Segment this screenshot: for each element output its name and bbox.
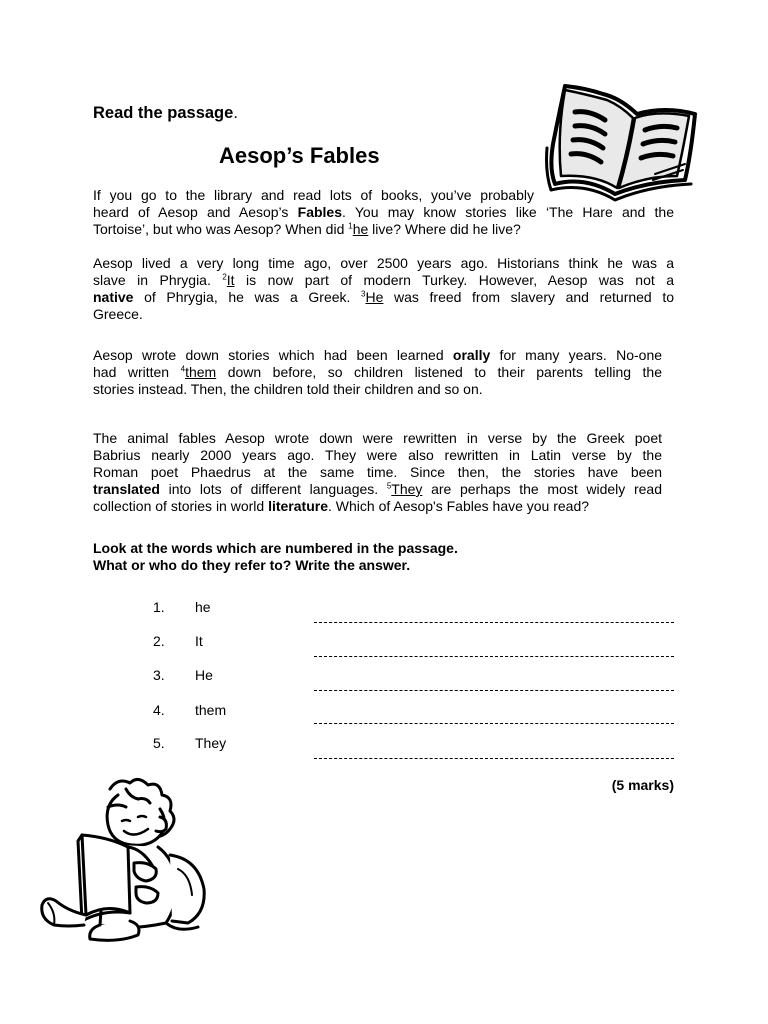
para4-line2: Babrius nearly 2000 years ago. They were also rewritten in Latin verse by the [93, 447, 662, 463]
paragraph-4 [93, 430, 662, 515]
child-reading-icon [38, 775, 213, 943]
instruction-heading: Read the passage. [93, 104, 238, 122]
para2-line2: slave in Phrygia. $^2$It is now part of modern Turkey. However, Aesop was not a [93, 272, 674, 288]
page-title: Aesop’s Fables [219, 143, 380, 168]
para4-line4: translated into lots of different languages. $^5$They are perhaps the most widely read [93, 481, 662, 497]
para3-line2: had written $^4$them down before, so children listened to their parents telling the [93, 364, 663, 380]
para2-line3: native of Phrygia, he was a Greek. $^3$He was freed from slavery and returned to [93, 289, 675, 305]
book-icon [545, 84, 700, 202]
answer-line[interactable] [314, 622, 674, 623]
paragraph-2 [93, 255, 674, 323]
para3-line1: Aesop wrote down stories which had been learned orally for many years. No-one [93, 347, 663, 363]
answer-line[interactable] [314, 656, 674, 657]
paragraph-1 [93, 187, 534, 204]
para2-line1: Aesop lived a very long time ago, over 2500 years ago. Historians think he was a [93, 255, 674, 271]
paragraph-3 [93, 347, 662, 398]
marks-total: (5 marks) [611, 777, 674, 793]
para1-line3: Tortoise’, but who was Aesop? When did $^1$he live? Where did he live? [93, 221, 521, 237]
para3-line3: stories instead. Then, the children told their children and so on. [93, 381, 483, 397]
para4-line1: The animal fables Aesop wrote down were rewritten in verse by the Greek poet [93, 430, 662, 446]
answer-line[interactable] [314, 723, 674, 724]
paragraph-1-cont [93, 204, 674, 238]
answer-line[interactable] [314, 758, 674, 759]
para1-line1: If you go to the library and read lots of books, you’ve probably [93, 187, 534, 203]
para2-line4: Greece. [93, 306, 143, 322]
questions-instruction: Look at the words which are numbered in the passage. What or who do they refer to? Write the answer. [93, 540, 458, 573]
para1-line2: heard of Aesop and Aesop’s Fables. You may know stories like ‘The Hare and the [93, 204, 674, 220]
para4-line5: collection of stories in world literature. Which of Aesop's Fables have you read? [93, 498, 590, 514]
para4-line3: Roman poet Phaedrus at the same time. Since then, the stories have been [93, 464, 662, 480]
answer-line[interactable] [314, 690, 674, 691]
